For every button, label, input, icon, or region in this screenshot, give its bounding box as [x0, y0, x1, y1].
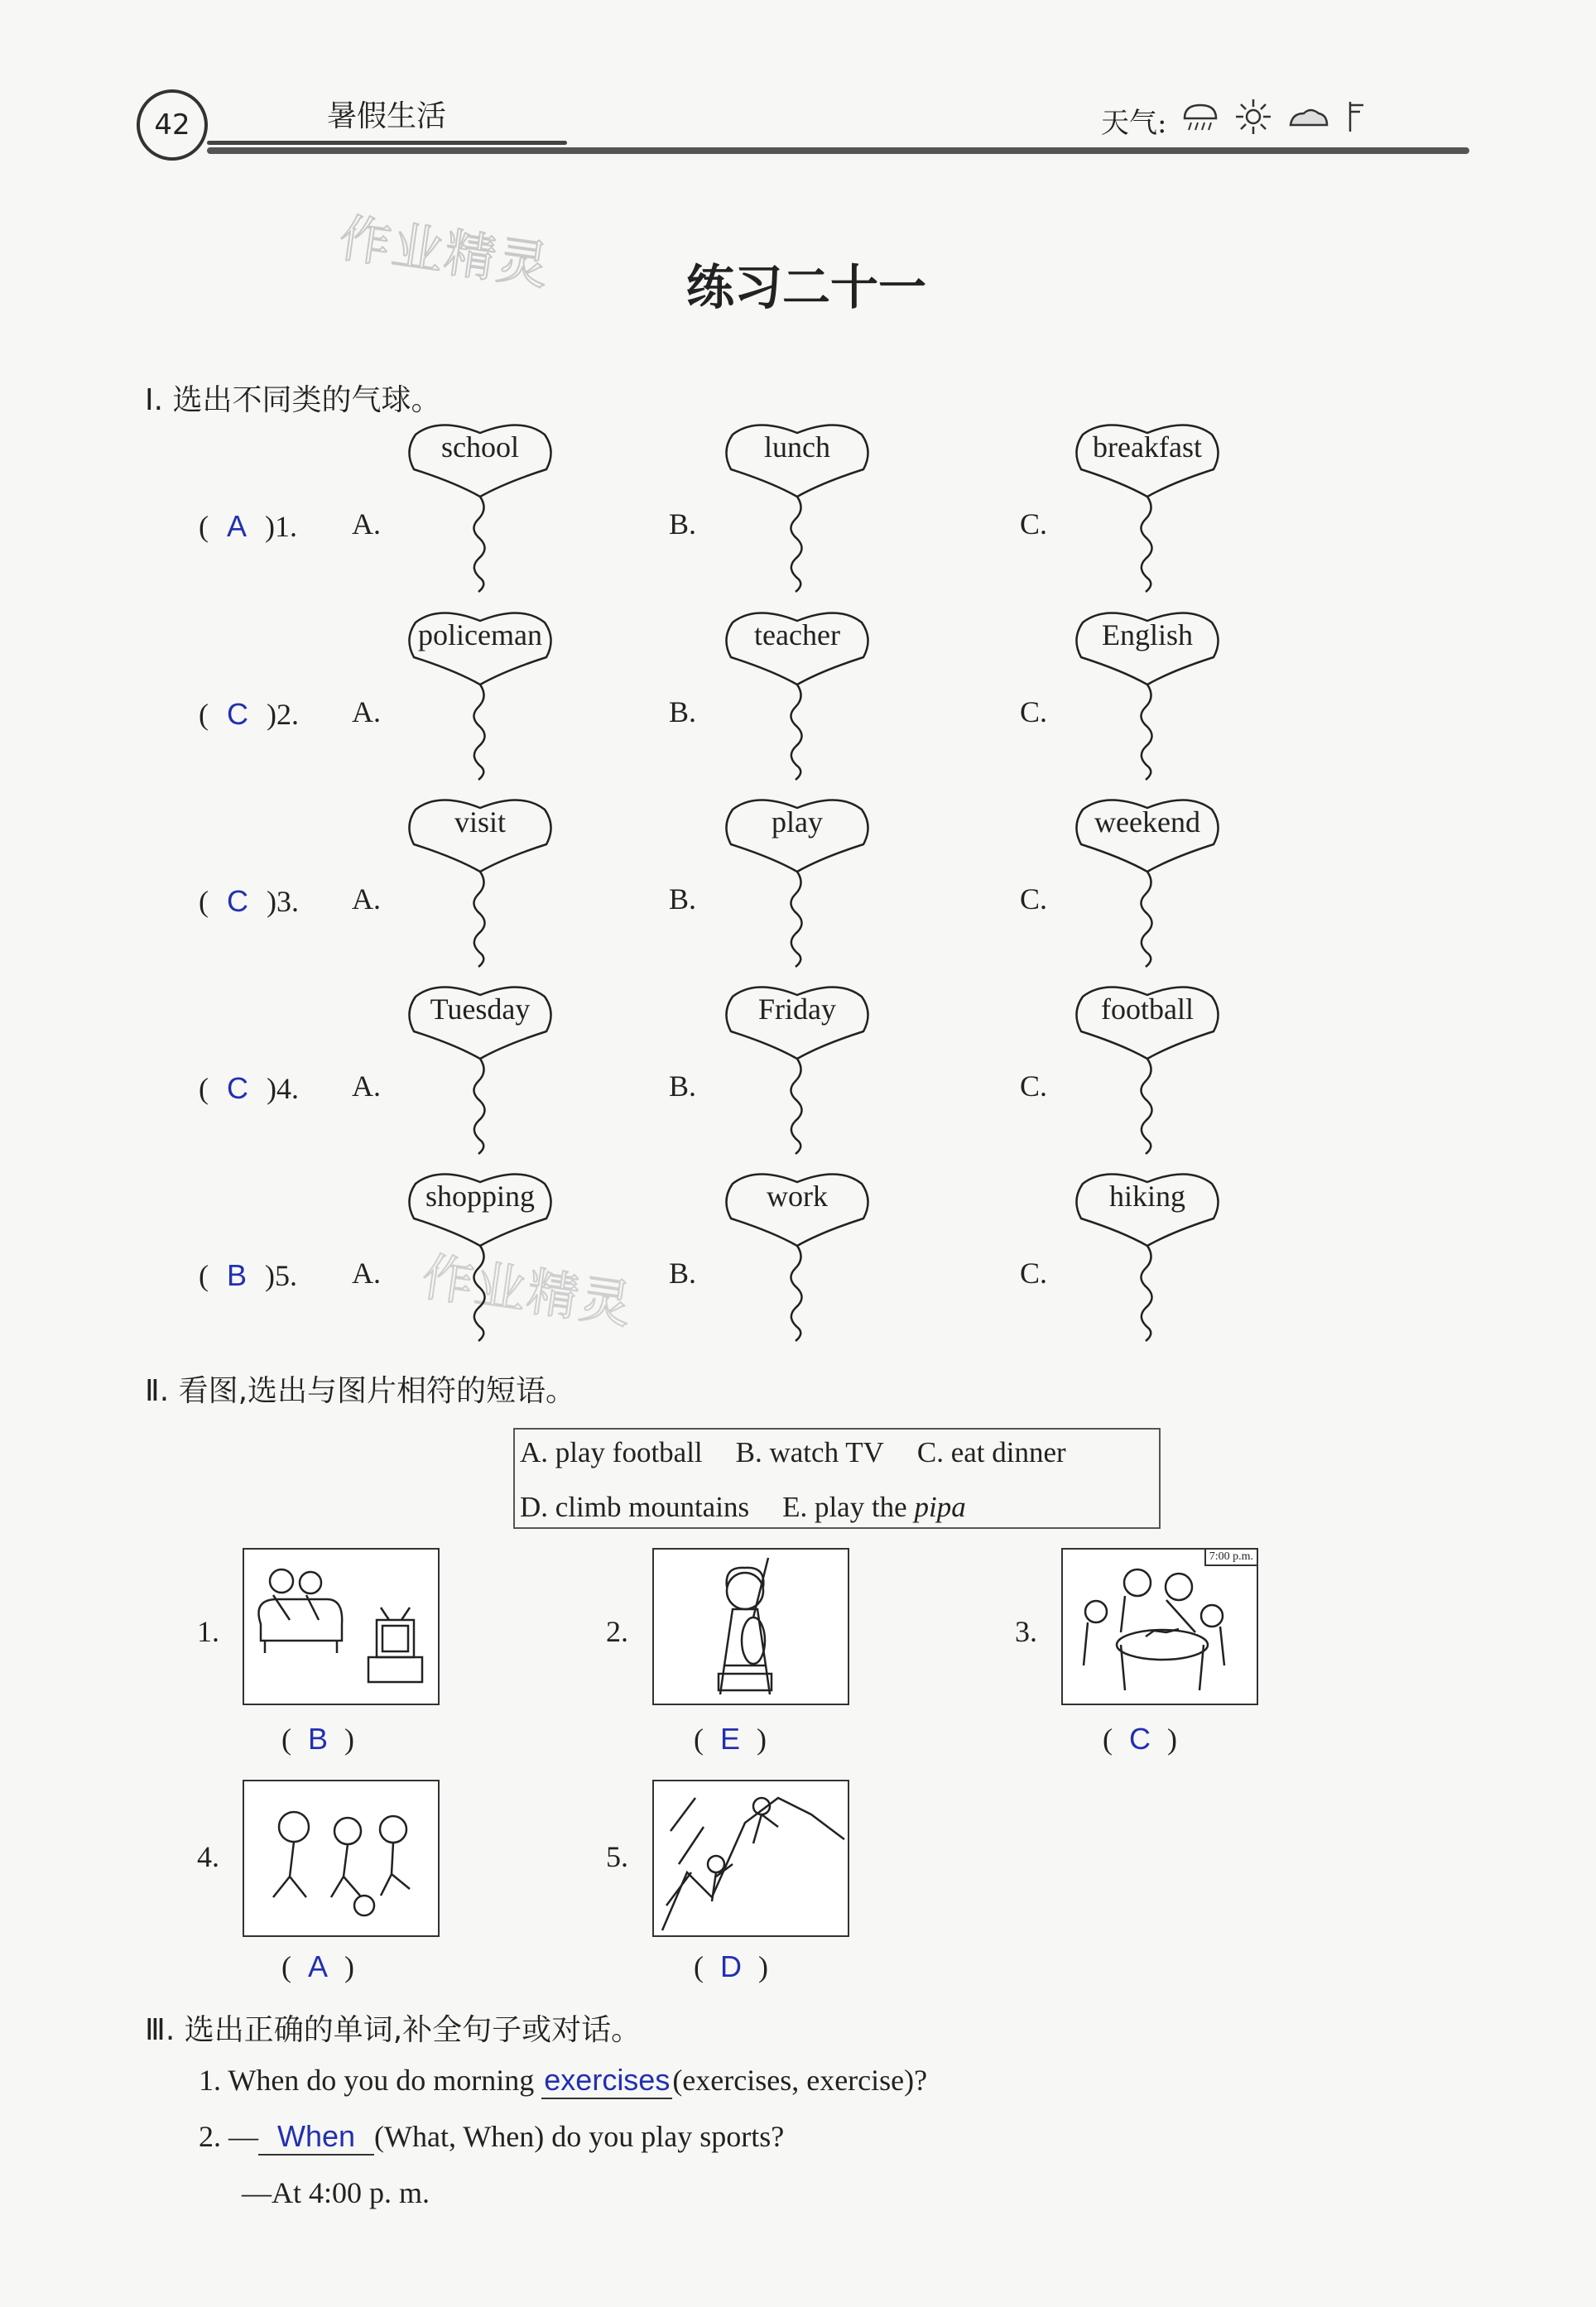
- header-rule-short: [207, 141, 567, 145]
- answer-blank[interactable]: When: [258, 2119, 374, 2156]
- heart-balloon-c: [1073, 793, 1222, 967]
- heart-balloon-a: [406, 606, 555, 780]
- picture-answer: ( A ): [281, 1949, 355, 1983]
- cloud-icon: [1287, 104, 1330, 137]
- balloon-word: football: [1101, 992, 1194, 1026]
- option-label-a: A.: [352, 1069, 381, 1103]
- heart-balloon-b: [723, 418, 872, 592]
- option-label-c: C.: [1020, 695, 1048, 728]
- heart-balloon-a: [406, 1167, 555, 1341]
- option-label-c: C.: [1020, 882, 1048, 916]
- balloon-word: lunch: [764, 430, 830, 464]
- watermark: 作业精灵: [335, 207, 555, 297]
- balloon-word: shopping: [425, 1180, 535, 1213]
- section-2-heading: Ⅱ. 看图,选出与图片相符的短语。: [145, 1374, 576, 1408]
- picture-play-football: [243, 1780, 440, 1937]
- sentence-1: 1. When do you do morning exercises(exercises, exercise)?: [199, 2063, 927, 2099]
- clock-label: 7:00 p.m.: [1204, 1550, 1257, 1566]
- weather-label: 天气:: [1101, 107, 1167, 140]
- picture-watch-tv: [243, 1548, 440, 1705]
- option-label-b: B.: [669, 695, 697, 728]
- wind-flag-icon: [1345, 100, 1370, 141]
- heart-balloon-b: [723, 1167, 872, 1341]
- question-answer-bracket: ( C )2.: [199, 697, 299, 731]
- picture-answer: ( C ): [1103, 1722, 1177, 1756]
- rain-icon: [1181, 100, 1219, 141]
- section-3-heading: Ⅲ. 选出正确的单词,补全句子或对话。: [145, 2013, 642, 2047]
- option-label-a: A.: [352, 882, 381, 916]
- balloon-word: Friday: [758, 992, 836, 1026]
- exercise-title: 练习二十一: [685, 259, 926, 315]
- heart-balloon-a: [406, 793, 555, 967]
- sun-icon: [1234, 98, 1272, 143]
- question-answer-bracket: ( B )5.: [199, 1258, 298, 1292]
- watermark: 作业精灵: [418, 1246, 637, 1336]
- heart-balloon-b: [723, 793, 872, 967]
- section-1-heading: Ⅰ. 选出不同类的气球。: [145, 383, 441, 417]
- option-label-a: A.: [352, 695, 381, 728]
- heart-balloon-b: [723, 980, 872, 1154]
- balloon-word: hiking: [1108, 1180, 1185, 1213]
- option-a: A. play football: [520, 1436, 703, 1468]
- balloon-word: policeman: [418, 618, 542, 651]
- picture-number: 4.: [197, 1840, 219, 1873]
- option-label-b: B.: [669, 507, 697, 541]
- heart-balloon-a: [406, 418, 555, 592]
- balloon-word: teacher: [754, 618, 840, 651]
- balloon-word: play: [772, 805, 823, 839]
- option-c: C. eat dinner: [916, 1436, 1066, 1468]
- heart-balloon-c: [1073, 606, 1222, 780]
- picture-climb-mountains: [652, 1780, 849, 1937]
- picture-number: 3.: [1015, 1615, 1037, 1648]
- balloon-word: Tuesday: [430, 992, 531, 1026]
- picture-play-pipa: [652, 1548, 849, 1705]
- option-label-c: C.: [1020, 1069, 1048, 1103]
- option-label-a: A.: [352, 1257, 381, 1290]
- balloon-word: weekend: [1094, 805, 1200, 839]
- question-answer-bracket: ( C )3.: [199, 884, 299, 918]
- question-answer-bracket: ( C )4.: [199, 1071, 299, 1105]
- book-title: 暑假生活: [327, 99, 447, 133]
- picture-answer: ( D ): [694, 1949, 768, 1983]
- heart-balloon-c: [1073, 980, 1222, 1154]
- question-answer-bracket: ( A )1.: [199, 509, 298, 543]
- header-rule-long: [207, 147, 1469, 154]
- heart-balloon-c: [1073, 418, 1222, 592]
- balloon-word: English: [1101, 618, 1193, 651]
- option-label-c: C.: [1020, 507, 1048, 541]
- picture-answer: ( B ): [281, 1722, 355, 1756]
- page-number: 42: [137, 89, 208, 161]
- option-label-b: B.: [669, 1257, 697, 1290]
- picture-number: 5.: [606, 1840, 628, 1873]
- picture-number: 2.: [606, 1615, 628, 1648]
- balloon-word: school: [441, 430, 519, 464]
- picture-answer: ( E ): [694, 1722, 767, 1756]
- balloon-word: work: [767, 1180, 828, 1213]
- option-label-c: C.: [1020, 1257, 1048, 1290]
- options-box: [513, 1428, 1161, 1529]
- weather-bar: [1101, 98, 1370, 143]
- answer-blank[interactable]: exercises: [541, 2063, 672, 2099]
- option-label-a: A.: [352, 507, 381, 541]
- sentence-2: 2. — When (What, When) do you play sports?: [199, 2119, 784, 2156]
- picture-number: 1.: [197, 1615, 219, 1648]
- heart-balloon-b: [723, 606, 872, 780]
- balloon-word: breakfast: [1093, 430, 1202, 464]
- option-label-b: B.: [669, 882, 697, 916]
- option-b: B. watch TV: [735, 1436, 884, 1468]
- sentence-2-reply: —At 4:00 p. m.: [242, 2176, 430, 2209]
- picture-eat-dinner: [1061, 1548, 1258, 1705]
- option-label-b: B.: [669, 1069, 697, 1103]
- heart-balloon-c: [1073, 1167, 1222, 1341]
- option-e: E. play the pipa: [782, 1491, 966, 1523]
- balloon-word: visit: [454, 805, 506, 839]
- option-d: D. climb mountains: [520, 1491, 750, 1523]
- heart-balloon-a: [406, 980, 555, 1154]
